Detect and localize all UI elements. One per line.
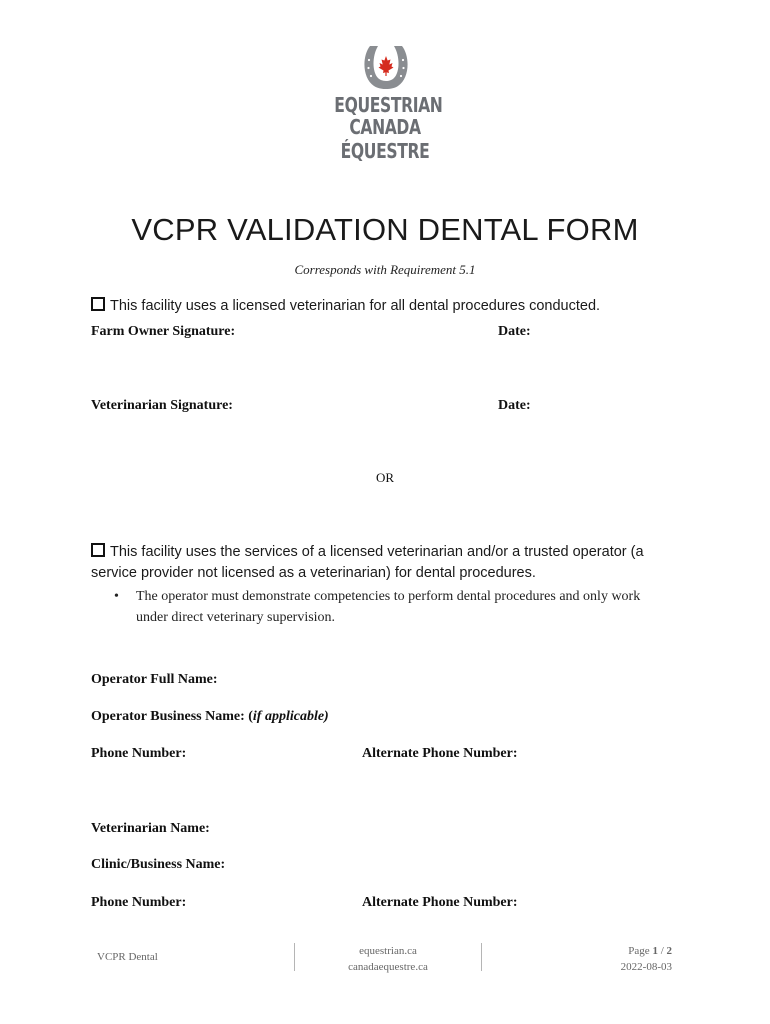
form-subtitle: Corresponds with Requirement 5.1	[294, 262, 476, 277]
option1-row	[91, 297, 600, 314]
footer-divider-right	[481, 943, 482, 971]
bullet-line1: The operator must demonstrate competencies to perform dental procedures and only work	[136, 589, 641, 604]
footer-page-info	[560, 943, 672, 975]
footer-doc-name: VCPR Dental	[97, 951, 158, 963]
farm-owner-date-label: Date:	[498, 324, 531, 339]
option1-statement: This facility uses a licensed veterinarian for all dental procedures conducted.	[110, 298, 601, 314]
veterinarian-name-label: Veterinarian Name:	[91, 821, 210, 836]
option2-statement-line1: This facility uses the services of a licensed veterinarian and/or a trusted operator (a	[110, 544, 644, 560]
logo-line-2: CANADA	[349, 115, 421, 139]
operator-phone-label: Phone Number:	[91, 746, 187, 761]
option1-checkbox[interactable]	[91, 297, 105, 311]
veterinarian-phone-label: Phone Number:	[91, 895, 187, 910]
footer-date: 2022-08-03	[620, 961, 672, 973]
farm-owner-signature-label: Farm Owner Signature:	[91, 324, 236, 339]
operator-full-name-label: Operator Full Name:	[91, 672, 218, 687]
bullet-line2: under direct veterinary supervision.	[136, 610, 336, 625]
option2-statement	[91, 542, 711, 584]
footer-divider-left	[294, 943, 295, 971]
footer-site-1[interactable]: equestrian.ca	[359, 945, 417, 957]
logo-line-1: EQUESTRIAN	[334, 93, 443, 117]
or-separator: OR	[375, 470, 395, 485]
veterinarian-signature-label: Veterinarian Signature:	[91, 398, 233, 413]
equestrian-canada-logo	[360, 44, 412, 92]
form-title: VCPR VALIDATION DENTAL FORM	[131, 212, 639, 247]
option2-checkbox[interactable]	[91, 543, 105, 557]
page-number: Page 1 / 2	[628, 945, 672, 957]
maple-leaf-icon	[379, 56, 394, 76]
if-applicable-note: if applicable)	[252, 709, 329, 724]
clinic-business-name-label: Clinic/Business Name:	[91, 857, 226, 872]
operator-alt-phone-label: Alternate Phone Number:	[362, 746, 518, 761]
option2-statement-line2: service provider not licensed as a veterinarian) for dental procedures.	[91, 565, 536, 581]
footer-websites	[300, 943, 476, 975]
footer-site-2[interactable]: canadaequestre.ca	[348, 961, 428, 973]
bullet-icon: •	[114, 589, 119, 604]
veterinarian-alt-phone-label: Alternate Phone Number:	[362, 895, 518, 910]
logo-line-3: ÉQUESTRE	[340, 139, 430, 163]
veterinarian-date-label: Date:	[498, 398, 531, 413]
operator-business-name-label: Operator Business Name: (if applicable)	[91, 709, 329, 724]
